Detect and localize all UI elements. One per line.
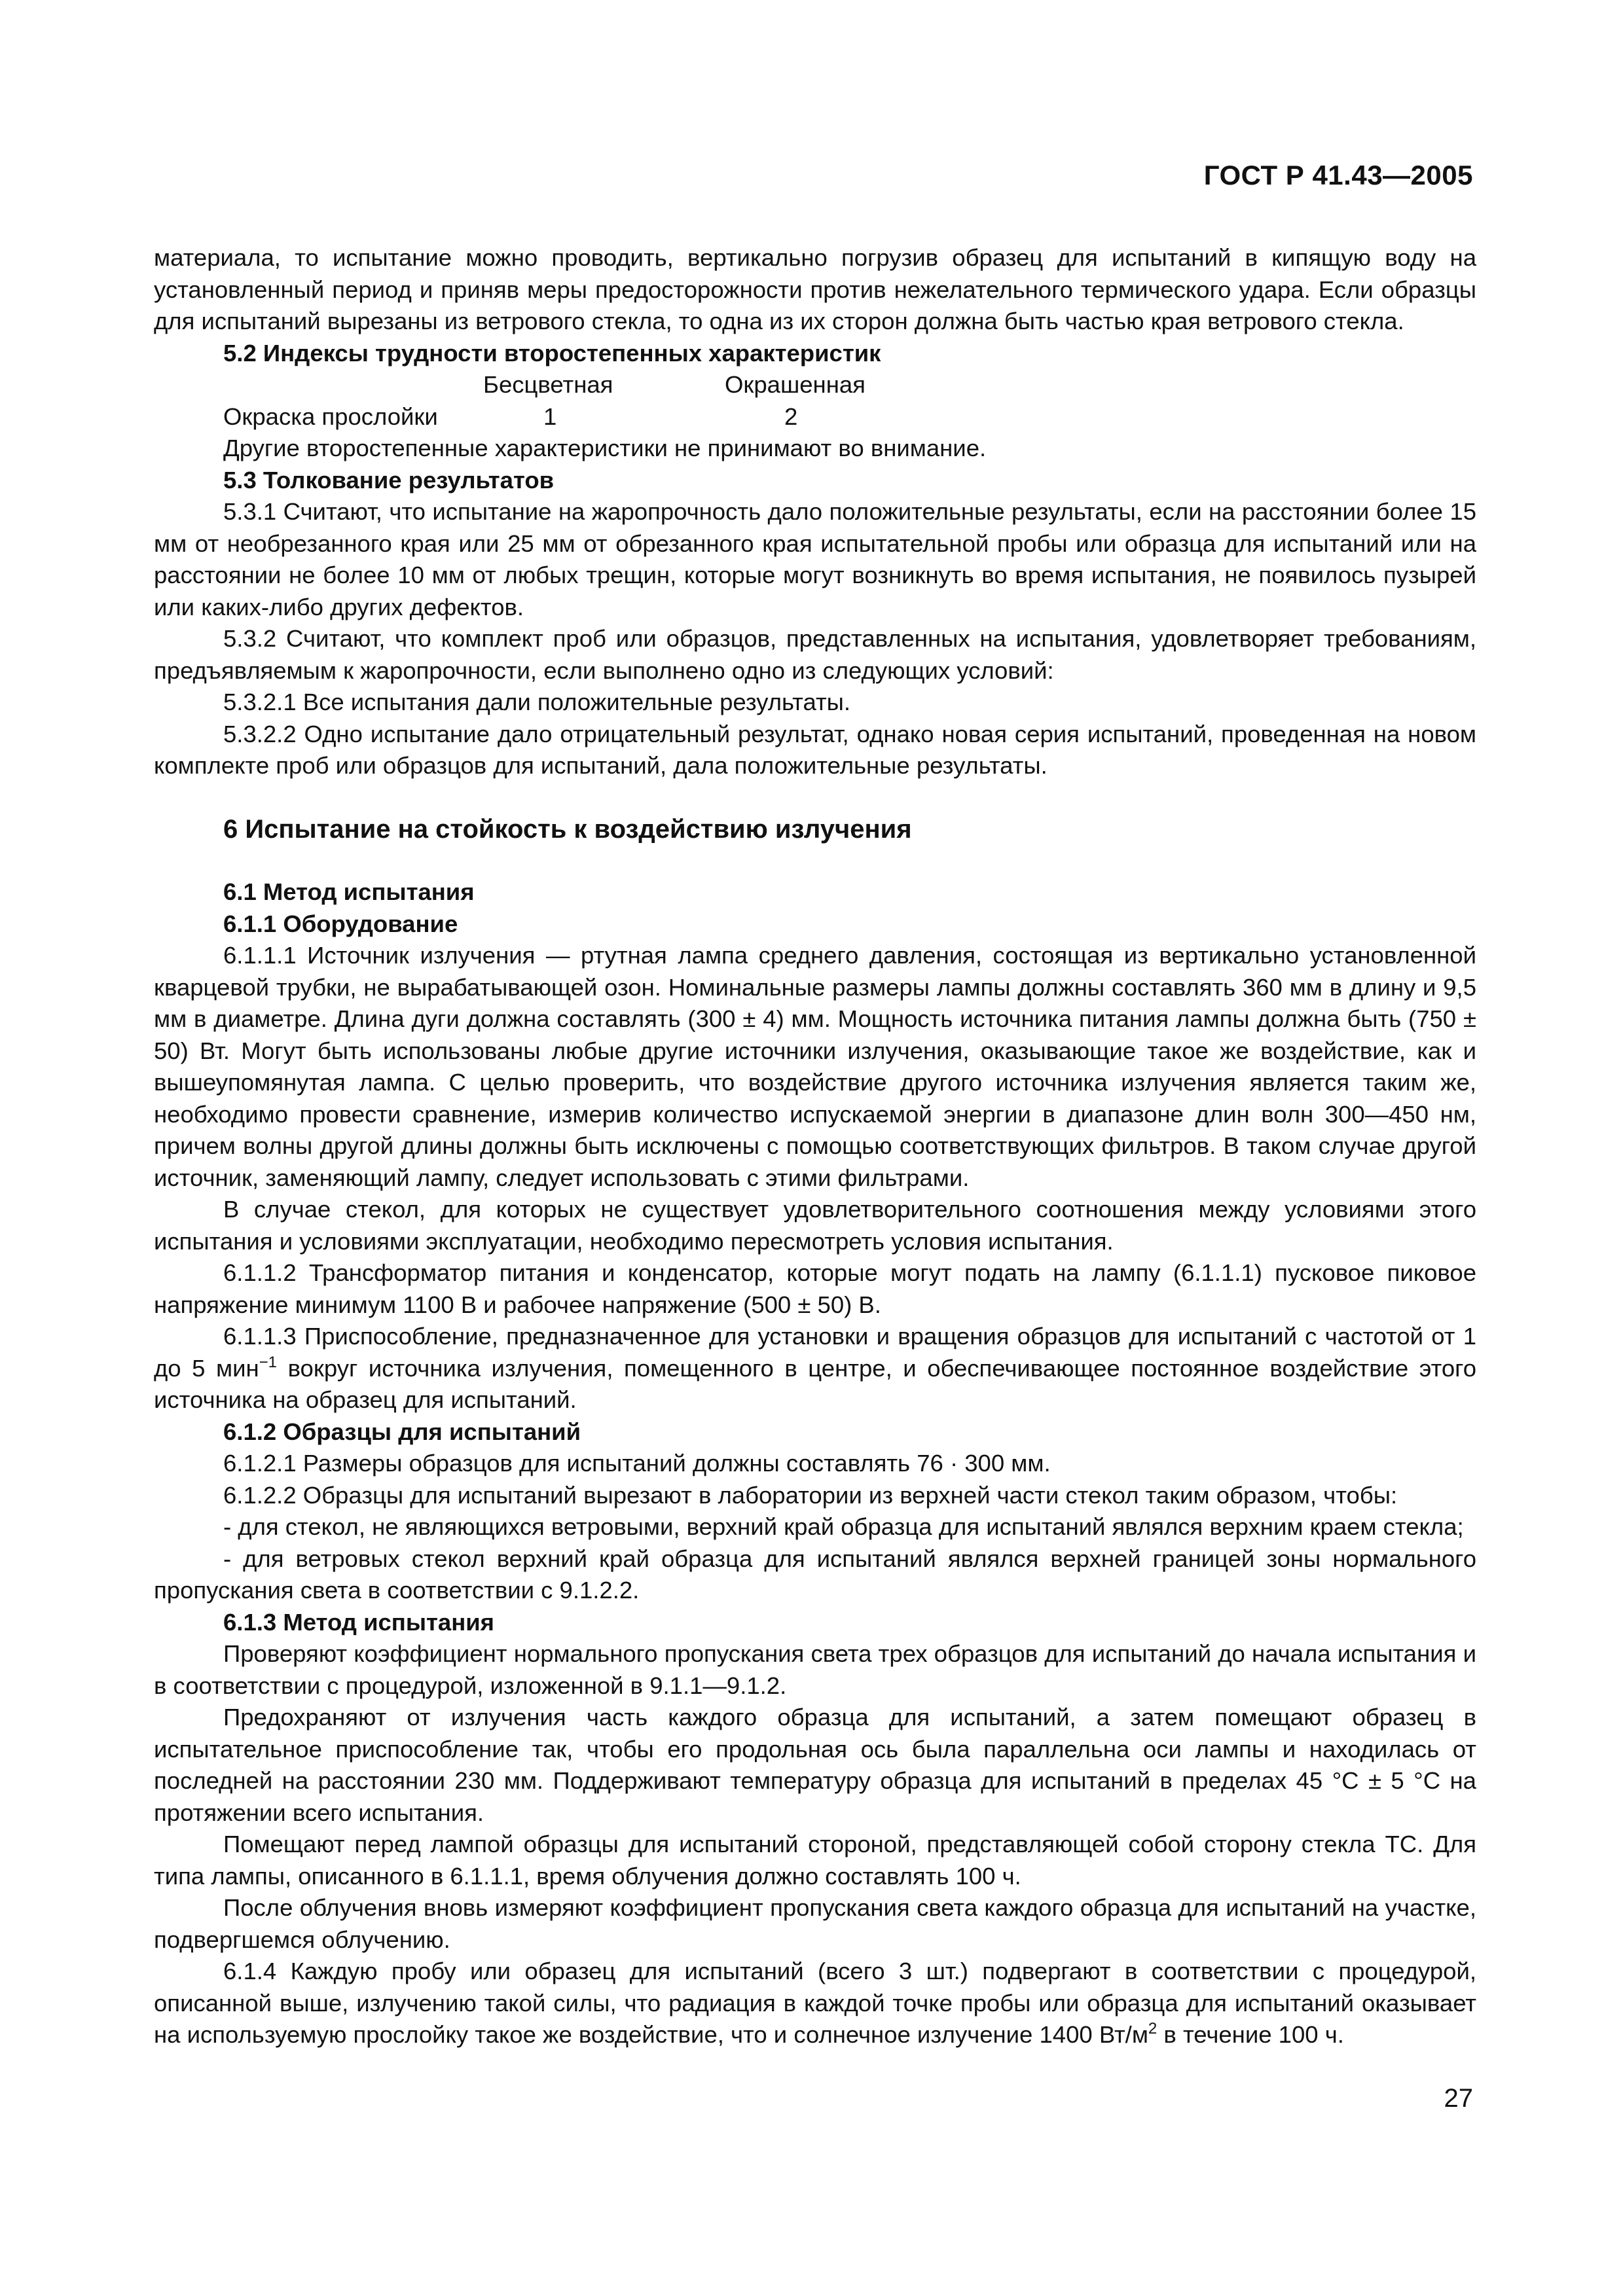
document-header: ГОСТ Р 41.43—2005: [1203, 160, 1473, 190]
heading-5-3: 5.3 Толкование результатов: [223, 466, 555, 493]
section-heading-6: 6 Испытание на стойкость к воздействию излучения: [223, 814, 912, 844]
paragraph: В случае стекол, для которых не существует удовлетворительного соотношения между условиями этого испытания и условиями эксплуатации, необходимо пересмотреть условия испытания.: [154, 1196, 1476, 1255]
heading-6-1-2: 6.1.2 Образцы для испытаний: [223, 1418, 581, 1445]
paragraph: 5.3.2.1 Все испытания дали положительные результаты.: [223, 689, 851, 715]
heading-6-1: 6.1 Метод испытания: [223, 878, 475, 905]
text-run: 6.1.4 Каждую пробу или образец для испытаний (всего 3 шт.) подвергают в соответствии с процедурой, описанной выше, излучению такой силы, что радиация в каждой точке пробы или образца для испытаний оказывает на используемую прослойку такое же воздействие, что и солнечное излучение 1400 Вт/м: [154, 1958, 1476, 2048]
text-run: в течение 100 ч.: [1157, 2021, 1344, 2048]
heading-5-2: 5.2 Индексы трудности второстепенных характеристик: [223, 339, 881, 367]
table-header-row: [154, 369, 1476, 401]
document-body: [154, 242, 1476, 2051]
paragraph: 5.3.2 Считают, что комплект проб или образцов, представленных на испытания, удовлетворяет требованиям, предъявляемым к жаропрочности, если выполнено одно из следующих условий:: [154, 625, 1476, 684]
table-row-label: Окраска прослойки: [223, 403, 438, 430]
list-item: - для ветровых стекол верхний край образца для испытаний являлся верхней границей зоны нормального пропускания света в соответствии с 9.1.2.2.: [154, 1545, 1476, 1604]
table-col-tinted: Окрашенная: [725, 371, 866, 398]
table-cell: 2: [784, 403, 798, 430]
paragraph: [154, 1321, 1476, 1416]
page-number: 27: [1444, 2084, 1473, 2113]
paragraph: 5.3.2.2 Одно испытание дало отрицательный результат, однако новая серия испытаний, проведенная на новом комплекте проб или образцов для испытаний, дала положительные результаты.: [154, 720, 1476, 779]
paragraph: 5.3.1 Считают, что испытание на жаропрочность дало положительные результаты, если на расстоянии более 15 мм от необрезанного края или 25 мм от обрезанного края испытательной пробы или образца для испытаний или на расстоянии не более 10 мм от любых трещин, которые могут возникнуть во время испытания, не появилось пузырей или каких-либо других дефектов.: [154, 498, 1476, 620]
paragraph: Предохраняют от излучения часть каждого образца для испытаний, а затем помещают образец в испытательное приспособление так, чтобы его продольная ось была параллельна оси лампы и находилась от последней на расстоянии 230 мм. Поддерживают температуру образца для испытаний в пределах 45 °C ± 5 °C на протяжении всего испытания.: [154, 1704, 1476, 1826]
superscript: −1: [259, 1353, 278, 1371]
paragraph: Другие второстепенные характеристики не принимают во внимание.: [223, 435, 987, 461]
text-run: 6.1.1.3 Приспособление, предназначенное для установки и вращения образцов для испытаний с частотой от 1 до 5 мин: [154, 1323, 1476, 1382]
paragraph: После облучения вновь измеряют коэффициент пропускания света каждого образца для испытаний на участке, подвергшемся облучению.: [154, 1894, 1476, 1953]
paragraph: Помещают перед лампой образцы для испытаний стороной, представляющей собой сторону стекла ТС. Для типа лампы, описанного в 6.1.1.1, время облучения должно составлять 100 ч.: [154, 1831, 1476, 1890]
list-item: - для стекол, не являющихся ветровыми, верхний край образца для испытаний являлся верхним краем стекла;: [223, 1513, 1464, 1540]
table-col-colorless: Бесцветная: [483, 371, 613, 398]
paragraph: материала, то испытание можно проводить, вертикально погрузив образец для испытаний в кипящую воду на установленный период и приняв меры предосторожности против нежелательного термического удара. Если образцы для испытаний вырезаны из ветрового стекла, то одна из их сторон должна быть частью края ветрового стекла.: [154, 244, 1476, 334]
table-row: [154, 401, 1476, 433]
superscript: 2: [1148, 2020, 1158, 2037]
paragraph: Проверяют коэффициент нормального пропускания света трех образцов для испытаний до начала испытания и в соответствии с процедурой, изложенной в 9.1.1—9.1.2.: [154, 1640, 1476, 1699]
text-run: вокруг источника излучения, помещенного в центре, и обеспечивающее постоянное воздействие этого источника на образец для испытаний.: [154, 1354, 1476, 1413]
paragraph: [154, 1956, 1476, 2051]
paragraph: 6.1.2.1 Размеры образцов для испытаний должны составлять 76 · 300 мм.: [223, 1450, 1051, 1477]
paragraph: 6.1.2.2 Образцы для испытаний вырезают в лаборатории из верхней части стекол таким образом, чтобы:: [223, 1481, 1398, 1509]
heading-6-1-1: 6.1.1 Оборудование: [223, 910, 458, 937]
paragraph: 6.1.1.2 Трансформатор питания и конденсатор, которые могут подать на лампу (6.1.1.1) пусковое пиковое напряжение минимум 1100 В и рабочее напряжение (500 ± 50) В.: [154, 1259, 1476, 1318]
paragraph: 6.1.1.1 Источник излучения — ртутная лампа среднего давления, состоящая из вертикально установленной кварцевой трубки, не вырабатывающей озон. Номинальные размеры лампы должны составлять 360 мм в длину и 9,5 мм в диаметре. Длина дуги должна составлять (300 ± 4) мм. Мощность источника питания лампы должна быть (750 ± 50) Вт. Могут быть использованы любые другие источники излучения, оказывающие такое же воздействие, как и вышеупомянутая лампа. С целью проверить, что воздействие другого источника излучения является таким же, необходимо провести сравнение, измерив количество испускаемой энергии в диапазоне длин волн 300—450 нм, причем волны другой длины должны быть исключены с помощью соответствующих фильтров. В таком случае другой источник, заменяющий лампу, следует использовать с этими фильтрами.: [154, 942, 1476, 1191]
heading-6-1-3: 6.1.3 Метод испытания: [223, 1608, 494, 1636]
table-cell: 1: [543, 403, 557, 430]
